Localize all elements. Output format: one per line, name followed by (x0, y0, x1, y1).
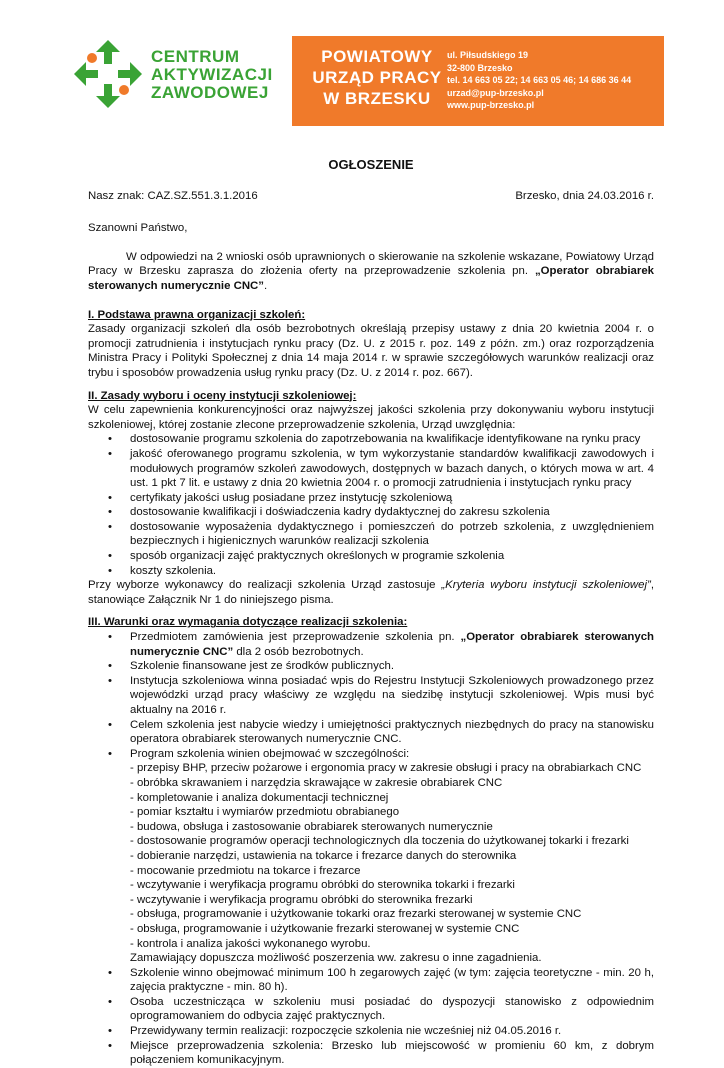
program-line: - kompletowanie i analiza dokumentacji technicznej (130, 791, 389, 804)
program-line: - obsługa, programowanie i użytkowanie tokarki oraz frezarki sterowanej w systemie CNC (130, 908, 582, 921)
letterhead (0, 0, 724, 150)
section-1-text: Zasady organizacji szkoleń dla osób bezrobotnych określają przepisy ustawy z dnia 20 kwietnia 2004 r. o promocji zatrudnienia i instytucjach rynku pracy (Dz. U. z 2015 r. poz. 149 z późn. zm.) oraz rozporządzenia Ministra Pracy i Polityki Społecznej z dnia 14 maja 2014 r. w sprawie szczegółowych warunków realizacji oraz trybu i sposobów prowadzenia usług rynku pracy (Dz. U. z 2014 r. poz. 667). (88, 323, 654, 379)
logo-line: AKTYWIZACJI (151, 65, 273, 84)
intro-paragraph (88, 250, 654, 294)
document-date: Brzesko, dnia 24.03.2016 r. (515, 189, 654, 202)
program-line: - dostosowanie programów operacji technologicznych dla toczenia do użytkowanej tokarki i frezarki (130, 835, 629, 848)
reference-number: Nasz znak: CAZ.SZ.551.3.1.2016 (88, 189, 258, 202)
program-line: - mocowanie przedmiotu na tokarce i frezarce (130, 864, 361, 877)
list-item: • Przewidywany termin realizacji: rozpoczęcie szkolenia nie wcześniej niż 04.05.2016 r. (88, 1024, 654, 1039)
contact-website[interactable]: www.pup-brzesko.pl (447, 100, 535, 110)
list-item: • Osoba uczestnicząca w szkoleniu musi posiadać do dyspozycji stanowisko z odpowiednim oprogramowaniem do odbycia zajęć praktycznych. (88, 995, 654, 1024)
section-1-heading (88, 308, 654, 323)
list-item: • Miejsce przeprowadzenia szkolenia: Brzesko lub miejscowość w promieniu 60 km, z dobrym połączeniem komunikacyjnym. (88, 1039, 654, 1068)
list-item: • koszty szkolenia. (88, 564, 654, 579)
list-item: • Szkolenie winno obejmować minimum 100 h zegarowych zajęć (w tym: zajęcia teoretyczne - min. 20 h, zajęcia praktyczne - min. 80 h). (88, 966, 654, 995)
criteria-list (88, 432, 654, 578)
pup-name (312, 46, 442, 109)
contact-phone: tel. 14 663 05 22; 14 663 05 46; 14 686 36 44 (447, 75, 632, 85)
pup-line: POWIATOWY (321, 47, 433, 66)
item-text-end: dla 2 osób bezrobotnych. (233, 645, 364, 658)
contact-address: ul. Piłsudskiego 19 (447, 50, 529, 60)
section-2-text: W celu zapewnienia konkurencyjności oraz najwyższej jakości szkolenia przy dokonywaniu wyboru instytucji szkoleniowej, której zostanie zlecone przeprowadzenie szkolenia, Urząd uwzględnia: (88, 404, 654, 431)
section-2-title: II. Zasady wyboru i oceny instytucji szkoleniowej: (88, 389, 357, 402)
list-item: • certyfikaty jakości usług posiadane przez instytucję szkoleniową (88, 491, 654, 506)
pup-banner (292, 36, 664, 126)
list-item (88, 747, 654, 966)
section-3-title: III. Warunki oraz wymagania dotyczące realizacji szkolenia: (88, 616, 408, 629)
intro-text: W odpowiedzi na 2 wnioski osób uprawnionych o skierowanie na szkolenie wskazane, Powiatowy Urząd Pracy w Brzesku zaprasza do złożenia oferty na przeprowadzenie szkolenia pn. (88, 250, 654, 278)
program-heading: • Program szkolenia winien obejmować w szczególności: (130, 747, 410, 760)
program-line: - pomiar kształtu i wymiarów przedmiotu obrabianego (130, 806, 400, 819)
program-note: Zamawiający dopuszcza możliwość poszerzenia ww. zakresu o inne zagadnienia. (130, 952, 542, 965)
program-line: - wczytywanie i weryfikacja programu obróbki do sterownika tokarki i frezarki (130, 879, 515, 892)
list-item: • dostosowanie programu szkolenia do zapotrzebowania na kwalifikacje identyfikowane na rynku pracy (88, 432, 654, 447)
program-line: - budowa, obsługa i zastosowanie obrabiarek sterowanych numerycznie (130, 820, 493, 833)
list-item: • sposób organizacji zajęć praktycznych określonych w programie szkolenia (88, 549, 654, 564)
program-line: - kontrola i analiza jakości wykonanego wyrobu. (130, 937, 371, 950)
item-course-name: „Operator obrabiarek sterowanych numerycznie CNC” (130, 631, 654, 658)
program-line: - obsługa, programowanie i użytkowanie frezarki sterowanej w systemie CNC (130, 922, 520, 935)
list-item (88, 630, 654, 659)
section-2-after (88, 578, 654, 607)
list-item: • dostosowanie kwalifikacji i doświadczenia kadry dydaktycznej do zakresu szkolenia (88, 505, 654, 520)
greeting: Szanowni Państwo, (88, 222, 188, 235)
list-item: • Instytucja szkoleniowa winna posiadać wpis do Rejestru Instytucji Szkoleniowych prowadzonego przez wojewódzki urząd pracy właściwy ze względu na siedzibę instytucji szkoleniowej. Wpis musi być aktualny na 2016 r. (88, 674, 654, 718)
list-item: • Celem szkolenia jest nabycie wiedzy i umiejętności praktycznych niezbędnych do pracy na stanowisku operatora obrabiarek sterowanych numerycznie CNC. (88, 718, 654, 747)
section-3-heading (88, 615, 654, 630)
page-title: OGŁOSZENIE (328, 157, 414, 172)
section-1-title: I. Podstawa prawna organizacji szkoleń: (88, 308, 306, 321)
program-line: - przepisy BHP, przeciw pożarowe i ergonomia pracy w zakresie obsługi i pracy na obrabiarkach CNC (130, 762, 642, 775)
logo-line: CENTRUM (151, 47, 240, 66)
section-2-after-text: Przy wyborze wykonawcy do realizacji szkolenia Urząd zastosuje (88, 579, 442, 592)
logo-line: ZAWODOWEJ (151, 83, 269, 102)
caz-logo-text (151, 48, 273, 102)
section-2-heading (88, 389, 654, 404)
program-line: - obróbka skrawaniem i narzędzia skrawające w zakresie obrabiarek CNC (130, 776, 503, 789)
section-2-after-end: , stanowiące Załącznik Nr 1 do niniejszego pisma. (88, 579, 654, 606)
caz-arrows-logo-icon (72, 38, 144, 110)
pup-contact (447, 49, 631, 112)
pup-line: URZĄD PRACY (312, 68, 442, 87)
pup-line: W BRZESKU (323, 89, 431, 108)
program-line: - dobieranie narzędzi, ustawienia na tokarce i frezarce danych do sterownika (130, 849, 517, 862)
intro-end: . (263, 279, 268, 292)
list-item: • dostosowanie wyposażenia dydaktycznego i pomieszczeń do potrzeb szkolenia, z uwzględnieniem bezpiecznych i higienicznych warunków realizacji szkolenia (88, 520, 654, 549)
criteria-annex-name: „Kryteria wyboru instytucji szkoleniowej” (441, 579, 651, 592)
document-body (88, 158, 654, 1068)
intro-course-name: „Operator obrabiarek sterowanych numerycznie CNC” (88, 265, 654, 292)
reference-line (88, 189, 654, 204)
item-text: Przedmiotem zamówienia jest przeprowadzenie szkolenia pn. (130, 631, 461, 644)
contact-city: 32-800 Brzesko (447, 62, 513, 73)
conditions-list (88, 630, 654, 1068)
contact-email[interactable]: urzad@pup-brzesko.pl (447, 87, 544, 98)
list-item: • Szkolenie finansowane jest ze środków publicznych. (88, 659, 654, 674)
list-item: • jakość oferowanego programu szkolenia, w tym wykorzystanie standardów kwalifikacji zawodowych i modułowych programów szkoleń zawodowych, dostępnych w bazach danych, o których mowa w art. 4 ust. 1 pkt 7 lit. e ustawy z dnia 20 kwietnia 2004 r. o promocji zatrudnienia i instytucjach rynku pracy (88, 447, 654, 491)
program-line: - wczytywanie i weryfikacja programu obróbki do sterownika frezarki (130, 893, 473, 906)
